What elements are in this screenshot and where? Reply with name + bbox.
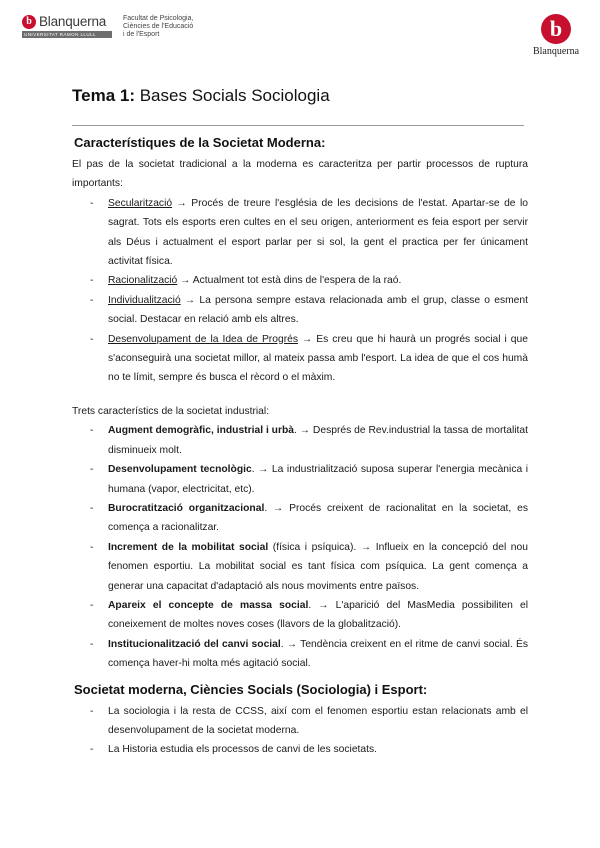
- list-item: [90, 460, 529, 499]
- section-heading-sociology-sport: Societat moderna, Ciències Socials (Sociologia) i Esport:: [74, 681, 428, 697]
- item-term: Individualització: [108, 294, 181, 306]
- item-term: Burocratització organitzacional: [108, 502, 265, 514]
- list-item: [90, 702, 528, 741]
- item-term: Augment demogràfic, industrial i urbà: [108, 425, 294, 437]
- item-term: Desenvolupament de la Idea de Progrés: [108, 333, 298, 345]
- spacer: [72, 674, 528, 681]
- item-text: . → La industrialització suposa superar l'energia mecànica i humana (vapor, electricitat, etc).: [108, 464, 529, 495]
- item-text: . → Després de Rev.industrial la tassa de mortalitat disminueix molt.: [108, 425, 528, 456]
- university-logo: [22, 14, 112, 38]
- item-text: La sociologia i la resta de CCSS, així com el fenomen esportiu estan relacionats amb el desenvolupament de la societat moderna.: [108, 705, 528, 736]
- right-logo: [528, 14, 584, 57]
- bullet: -: [90, 638, 94, 650]
- item-text: (física i psíquica). → Influeix en la concepció del nou fenomen esportiu. La mobilitat social es tant física com psíquica. La gent comença a generar una capacitat d'adaptació als nous moviments entre països.: [108, 541, 528, 592]
- item-term: Secularització: [108, 197, 173, 209]
- list-item: [90, 291, 528, 330]
- list-item: [90, 271, 528, 290]
- faculty-line: Facultat de Psicologia,: [123, 15, 194, 22]
- title-text: Bases Socials Sociologia: [135, 86, 330, 105]
- bullet: -: [90, 541, 94, 553]
- bullet: -: [90, 599, 94, 611]
- list-item: [90, 538, 528, 596]
- list-item: [90, 330, 528, 388]
- faculty-line: i de l'Esport: [123, 31, 160, 38]
- spacer: [72, 388, 528, 402]
- bullet: -: [90, 197, 94, 209]
- item-text: . → L'aparició del MasMedia possibiliten el coneixement de moltes noves coses (llavors de la globalització).: [108, 599, 528, 631]
- bullet: -: [90, 425, 94, 437]
- item-term: Increment de la mobilitat social: [108, 541, 269, 553]
- item-text: → Es creu que hi haurà un progrés social i que s'aconseguirà una societat millor, al mateix passa amb l'esport. La idea de que el cos humà no te límit, sempre és busca el rècord o el màxim.: [108, 333, 528, 384]
- list-item: [90, 421, 528, 460]
- list-item: [90, 596, 528, 635]
- logo-mark-icon: b: [541, 14, 571, 44]
- list-item: [90, 635, 528, 674]
- industrial-society-list: [72, 421, 528, 673]
- bullet: -: [90, 705, 94, 717]
- modern-society-list: [72, 194, 528, 388]
- document-body: [72, 134, 528, 760]
- item-term: Racionalització: [108, 275, 178, 287]
- bullet: -: [90, 333, 94, 345]
- bullet: -: [90, 744, 94, 756]
- bullet: -: [90, 502, 94, 514]
- section-heading-modern-society: Característiques de la Societat Moderna:: [74, 135, 326, 150]
- bullet: -: [90, 294, 94, 306]
- right-brand-name: Blanquerna: [532, 46, 580, 57]
- item-term: Apareix el concepte de massa social: [108, 599, 309, 611]
- list-item: [90, 740, 528, 759]
- section-intro: El pas de la societat tradicional a la moderna es caracteritza per partir processos de ruptura importants:: [72, 159, 528, 190]
- brand-tagline: UNIVERSITAT RAMON LLULL: [22, 31, 112, 38]
- item-text: . → Procés creixent de racionalitat en la societat, es comença a racionalitzar.: [108, 502, 528, 534]
- list-item: [90, 194, 528, 272]
- faculty-name: [123, 15, 213, 39]
- item-term: Desenvolupament tecnològic: [108, 464, 252, 476]
- item-text: → Procés de treure l'església de les decisions de l'estat. Apartar-se de lo sagrat. Tots els esports eren cultes en el seu origen, anteriorment es feia esport per servir als Déus i actualment el esport parlar per si sol, la gent el practica per fer únicament activitat física.: [108, 197, 528, 268]
- brand-name: Blanquerna: [39, 14, 107, 29]
- item-text: → La persona sempre estava relacionada amb el grup, classe o esment social. Destacar en relació amb els altres.: [108, 294, 528, 326]
- sociology-sport-list: [72, 702, 528, 760]
- page-title: [72, 86, 330, 106]
- logo-mark-icon: b: [22, 15, 36, 29]
- faculty-line: Ciències de l'Educació: [123, 23, 194, 30]
- section-intro: Trets característics de la societat industrial:: [72, 405, 270, 417]
- item-text: → Actualment tot està dins de l'espera de la raó.: [177, 275, 402, 287]
- list-item: [90, 499, 528, 538]
- bullet: -: [90, 464, 94, 476]
- item-term: Institucionalització del canvi social: [108, 638, 281, 650]
- title-divider: [72, 125, 524, 126]
- item-text: . → Tendència creixent en el ritme de canvi social. És comença haver-hi molta més agitació social.: [108, 638, 528, 670]
- bullet: -: [90, 275, 94, 287]
- title-prefix: Tema 1:: [72, 86, 135, 105]
- item-text: La Historia estudia els processos de canvi de les societats.: [108, 744, 378, 756]
